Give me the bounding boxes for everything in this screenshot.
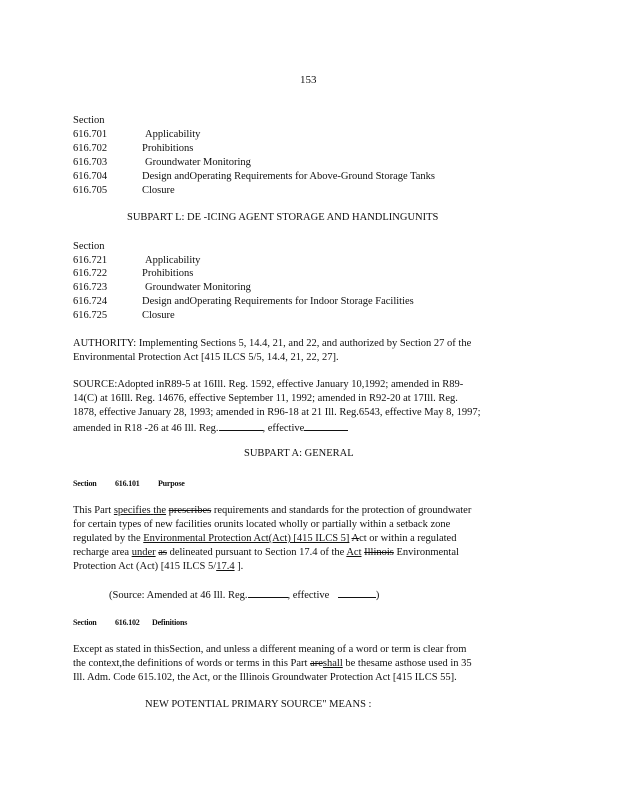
authority-note [73, 337, 543, 365]
toc1-num: 616.702 [73, 143, 108, 154]
section-101-label: Section [73, 479, 97, 488]
purpose-paragraph [73, 504, 543, 574]
deleted-text: prescribes [168, 505, 212, 516]
text-run: (Source: Amended at 46 Ill. Reg. [109, 590, 248, 601]
text-run: recharge area [73, 547, 132, 558]
toc1-heading: Section [73, 115, 105, 126]
definitions-line [73, 657, 543, 671]
text-run: ct or within a regulated [359, 533, 457, 544]
deleted-text: as [158, 547, 167, 558]
section-102-title: Definitions [152, 618, 188, 627]
toc1-num: 616.703 [73, 157, 108, 168]
text-run: , effective [287, 590, 330, 601]
source-line: SOURCE:Adopted inR89-5 at 16Ill. Reg. 1592, effective January 10,1992; amended in R89- [73, 379, 464, 390]
toc2-num: 616.724 [73, 296, 108, 307]
text-run: Environmental [393, 547, 459, 558]
text-run: This Part [73, 505, 114, 516]
blank-line [304, 420, 348, 431]
toc1-title: Applicability [145, 129, 201, 140]
toc2-num: 616.725 [73, 310, 108, 321]
text-run: requirements and standards for the protection of groundwater [211, 505, 472, 516]
blank-line [248, 587, 288, 598]
new-source-heading: NEW POTENTIAL PRIMARY SOURCE" MEANS : [145, 699, 372, 710]
toc1-title: Design andOperating Requirements for Above-Ground Storage Tanks [142, 171, 436, 182]
source-line: 14(C) at 16Ill. Reg. 14676, effective September 11, 1992; amended in R92-20 at 17Ill. Reg. [73, 393, 458, 404]
toc1-title: Closure [142, 185, 175, 196]
toc2-title: Prohibitions [142, 268, 194, 279]
deleted-text: A [351, 533, 360, 544]
section-102-number: 616.102 [115, 618, 140, 627]
toc1-num: 616.701 [73, 129, 108, 140]
inserted-text: specifies [113, 505, 151, 516]
toc1-num: 616.705 [73, 185, 108, 196]
text-run: ]. [234, 561, 244, 572]
definitions-line: Except as stated in thisSection, and unless a different meaning of a word or term is clear from [73, 644, 467, 655]
purpose-line [73, 532, 543, 546]
section-101-number: 616.101 [115, 479, 140, 488]
toc2-title: Closure [142, 310, 175, 321]
toc2-num: 616.722 [73, 268, 108, 279]
toc1-title: Prohibitions [142, 143, 194, 154]
toc2-title: Groundwater Monitoring [145, 282, 251, 293]
source-line-prefix: amended in R18 -26 at 46 Ill. Reg. [73, 423, 219, 434]
purpose-line [73, 560, 543, 574]
text-run: the context,the definitions of words or terms in this Part [73, 658, 311, 669]
toc2-heading: Section [73, 241, 105, 252]
blank-line [219, 420, 263, 431]
text-run: be thesame asthose used in 35 [342, 658, 472, 669]
subpart-a-heading: SUBPART A: GENERAL [244, 448, 354, 459]
inserted-text: 17.4 [216, 561, 235, 572]
section-101-title: Purpose [158, 479, 185, 488]
toc2-num: 616.721 [73, 255, 108, 266]
toc2-title: Design andOperating Requirements for Indoor Storage Facilities [142, 296, 414, 307]
inserted-text: under [131, 547, 156, 558]
text-run: delineated pursuant to Section 17.4 of the [166, 547, 347, 558]
toc2-title: Applicability [145, 255, 201, 266]
section-102-label: Section [73, 618, 97, 627]
deleted-text: are [310, 658, 323, 669]
purpose-line: for certain types of new facilities orunits located wholly or partially within a setback zone [73, 519, 451, 530]
source-line-last [73, 420, 543, 436]
source-note [73, 378, 543, 436]
blank-line [338, 587, 376, 598]
inserted-text: Act [346, 547, 362, 558]
inserted-text: shall [322, 658, 343, 669]
purpose-line [73, 546, 543, 560]
text-run: Protection Act (Act) [415 ILCS 5/ [73, 561, 217, 572]
definitions-line: Ill. Adm. Code 615.102, the Act, or the Illinois Groundwater Protection Act [415 ILCS 55]. [73, 672, 457, 683]
purpose-source-note [109, 587, 379, 603]
deleted-text: Illinois [364, 547, 394, 558]
definitions-paragraph [73, 643, 543, 685]
purpose-line [73, 504, 543, 518]
inserted-text: Environmental Protection Act(Act) [415 ILCS 5] [143, 533, 350, 544]
subpart-l-heading: SUBPART L: DE -ICING AGENT STORAGE AND HANDLINGUNITS [127, 212, 439, 223]
text-run: ) [375, 590, 380, 601]
toc1-title: Groundwater Monitoring [145, 157, 251, 168]
inserted-text: the [153, 505, 167, 516]
toc2-num: 616.723 [73, 282, 108, 293]
source-line-mid: , effective [262, 423, 305, 434]
text-run: regulated by the [73, 533, 144, 544]
authority-line: AUTHORITY: Implementing Sections 5, 14.4, 21, and 22, and authorized by Section 27 of the [73, 338, 472, 349]
authority-line: Environmental Protection Act [415 ILCS 5/5, 14.4, 21, 22, 27]. [73, 352, 339, 363]
page-number: 153 [300, 74, 317, 86]
source-line: 1878, effective January 28, 1993; amended in R96-18 at 21 Ill. Reg.6543, effective May 8, 1997; [73, 407, 481, 418]
toc1-num: 616.704 [73, 171, 108, 182]
